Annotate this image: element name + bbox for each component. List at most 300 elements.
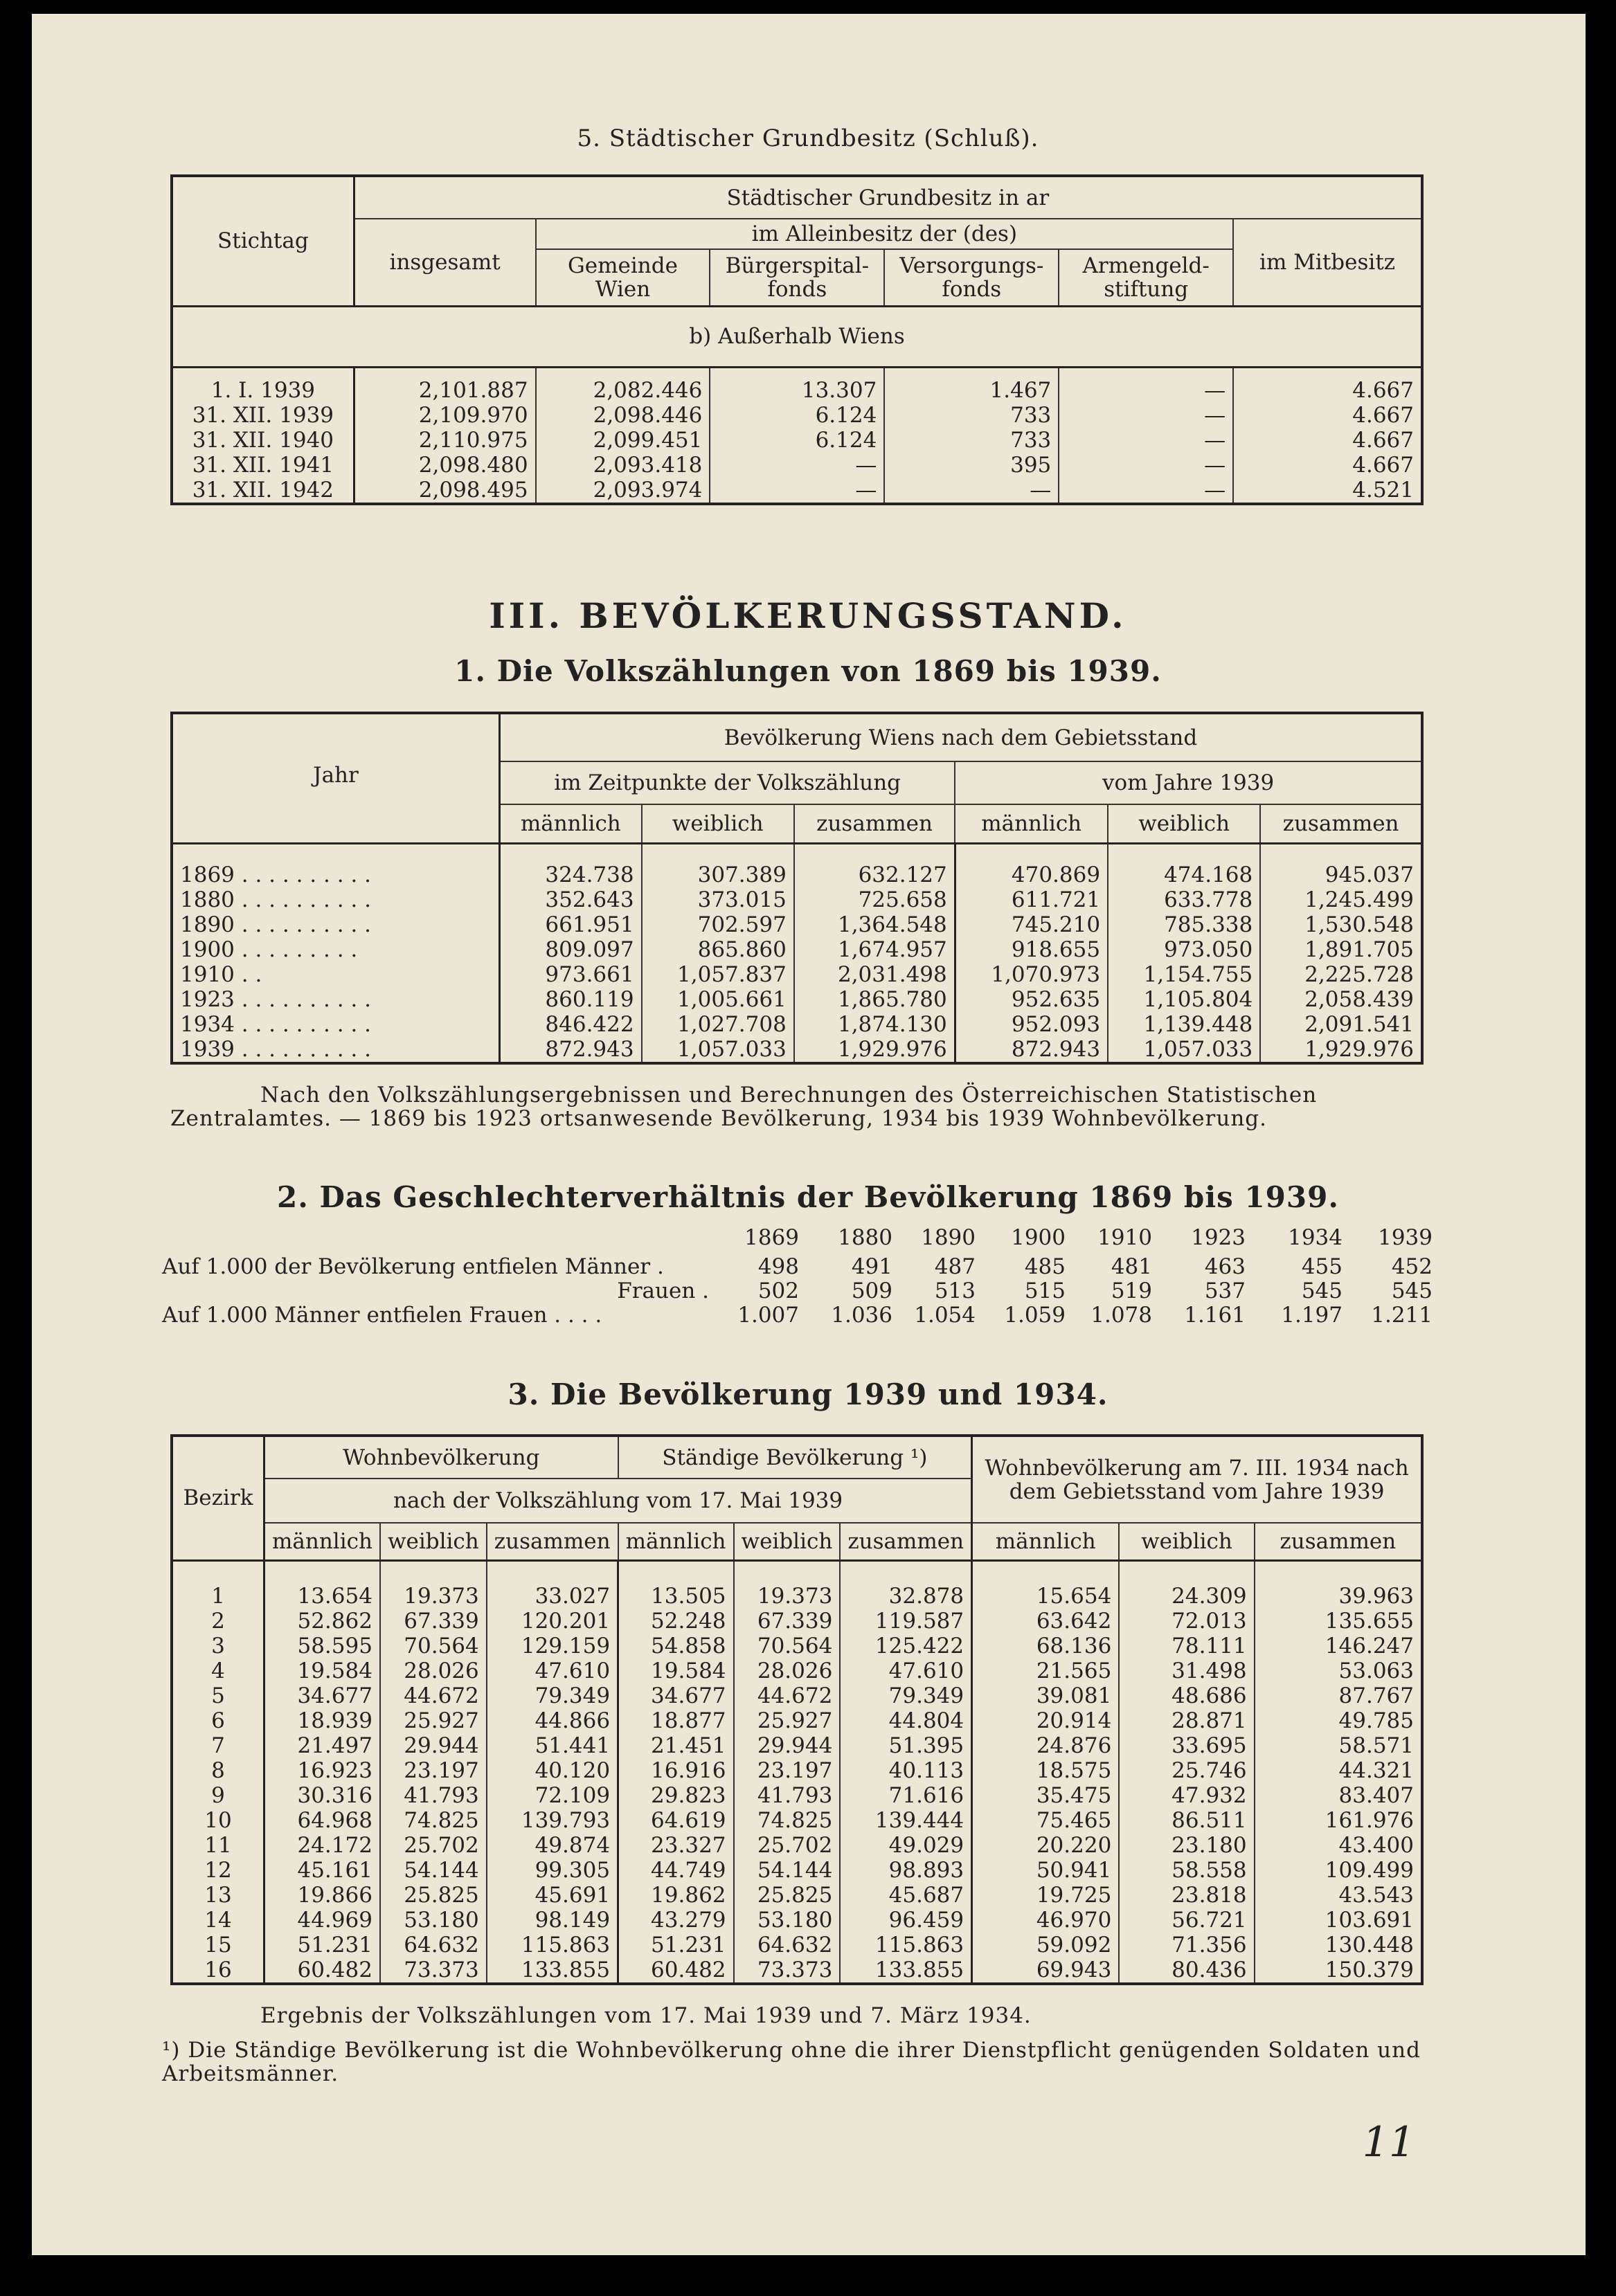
t3-head-wohn: Wohnbevölkerung: [264, 1436, 618, 1479]
table-row: [172, 367, 1422, 403]
table-cell: 395: [884, 453, 1059, 478]
table-row: [172, 1683, 1422, 1708]
table5: [170, 174, 1424, 505]
table-cell: 47.610: [840, 1658, 971, 1683]
table-cell: 865.860: [642, 937, 794, 962]
table-cell: 4.521: [1352, 477, 1414, 503]
table-cell: 133.855: [487, 1958, 618, 1984]
ratio-value: 463: [1204, 1254, 1246, 1279]
table-cell: 31. XII. 1940: [172, 428, 354, 453]
table-cell: 98.149: [487, 1908, 618, 1933]
ratio-value: 485: [1024, 1254, 1066, 1279]
ratio-value: 1.007: [737, 1303, 799, 1328]
table-cell: 952.093: [955, 1012, 1108, 1037]
table-row: [172, 428, 1422, 453]
table-cell: 611.721: [955, 887, 1108, 912]
table-cell: 54.144: [380, 1858, 487, 1883]
table-cell: 25.927: [380, 1708, 487, 1733]
table-cell: 474.168: [1108, 843, 1260, 887]
table-cell: 51.395: [840, 1733, 971, 1758]
table-cell: 1923 . . . . . . . . . .: [172, 987, 500, 1012]
table-cell: 13.307: [710, 367, 884, 403]
table-cell: 130.448: [1325, 1932, 1414, 1958]
table-cell: 70.564: [380, 1634, 487, 1658]
table-cell: 18.575: [972, 1758, 1120, 1783]
table-row: [172, 453, 1422, 478]
table-cell: 31. XII. 1941: [172, 453, 354, 478]
t3-head-w2: weiblich: [734, 1523, 841, 1560]
table-cell: 25.746: [1119, 1758, 1254, 1783]
table-cell: 28.871: [1119, 1708, 1254, 1733]
table-cell: 1869 . . . . . . . . . .: [172, 843, 500, 887]
table-cell: 44.672: [380, 1683, 487, 1708]
table-cell: 115.863: [487, 1933, 618, 1958]
table-cell: 51.441: [487, 1733, 618, 1758]
table-cell: 19.373: [380, 1560, 487, 1609]
table-cell: 64.968: [264, 1808, 380, 1833]
table-cell: 29.944: [380, 1733, 487, 1758]
table-cell: 19.866: [264, 1883, 380, 1908]
table-row: [172, 1783, 1422, 1808]
ratio-value: 487: [934, 1254, 976, 1279]
table-cell: 25.702: [734, 1833, 841, 1858]
table-cell: 23.818: [1119, 1883, 1254, 1908]
table-cell: 1,057.033: [1108, 1037, 1260, 1063]
table-cell: 6: [172, 1708, 264, 1733]
table3: [170, 1434, 1424, 1985]
t2-row-frauen: [162, 1278, 1433, 1303]
table-cell: 20.914: [972, 1708, 1120, 1733]
table-cell: 68.136: [972, 1634, 1120, 1658]
t3-head-w1: weiblich: [380, 1523, 487, 1560]
t2-row-ratio: [162, 1303, 1433, 1328]
table-cell: 43.279: [618, 1908, 734, 1933]
table-cell: 74.825: [734, 1808, 841, 1833]
table-cell: 51.231: [264, 1933, 380, 1958]
table-cell: 21.565: [972, 1658, 1120, 1683]
table-cell: 918.655: [955, 937, 1108, 962]
t1-head-m1: männlich: [500, 804, 642, 843]
ratio-value: 1.054: [914, 1303, 976, 1328]
table-cell: 373.015: [642, 887, 794, 912]
t1-head-main: Bevölkerung Wiens nach dem Gebietsstand: [500, 713, 1423, 761]
table-cell: 83.407: [1338, 1782, 1414, 1808]
table-cell: 119.587: [840, 1609, 971, 1634]
table-cell: 19.584: [264, 1658, 380, 1683]
table-cell: 725.658: [794, 887, 955, 912]
table-row: [172, 1883, 1422, 1908]
ratio-value: 509: [851, 1278, 892, 1303]
table-cell: 470.869: [955, 843, 1108, 887]
ratio-value: 1910: [1097, 1225, 1152, 1250]
table-cell: 49.029: [840, 1833, 971, 1858]
table-row: [172, 1560, 1422, 1609]
table-cell: 16.916: [618, 1758, 734, 1783]
table-cell: 633.778: [1108, 887, 1260, 912]
table-cell: 125.422: [840, 1634, 971, 1658]
table-cell: 40.113: [840, 1758, 971, 1783]
table-cell: 13.654: [264, 1560, 380, 1609]
table-cell: 1934 . . . . . . . . . .: [172, 1012, 500, 1037]
ratio-value: 1.078: [1090, 1303, 1152, 1328]
table-cell: 1,929.976: [1304, 1036, 1414, 1062]
table-cell: 18.939: [264, 1708, 380, 1733]
table-cell: 44.749: [618, 1858, 734, 1883]
table-cell: 53.063: [1338, 1658, 1414, 1683]
table-cell: 74.825: [380, 1808, 487, 1833]
table-cell: 46.970: [972, 1908, 1120, 1933]
t1-head-z2: zusammen: [1282, 811, 1399, 836]
table-row: [172, 1634, 1422, 1658]
table-cell: 53.180: [734, 1908, 841, 1933]
table-cell: 54.858: [618, 1634, 734, 1658]
table-cell: 1890 . . . . . . . . . .: [172, 912, 500, 937]
table-cell: 24.309: [1119, 1560, 1254, 1609]
table-cell: 59.092: [972, 1933, 1120, 1958]
table-cell: 58.558: [1119, 1858, 1254, 1883]
t5-head-stichtag: Stichtag: [172, 176, 354, 306]
table-cell: 31. XII. 1939: [172, 403, 354, 428]
table-cell: 28.026: [734, 1658, 841, 1683]
table-cell: 64.619: [618, 1808, 734, 1833]
table-cell: 115.863: [840, 1933, 971, 1958]
table-row: [172, 1833, 1422, 1858]
table-cell: 12: [172, 1858, 264, 1883]
table-cell: 1,865.780: [794, 987, 955, 1012]
table-cell: 72.013: [1119, 1609, 1254, 1634]
ratio-value: 1880: [838, 1225, 892, 1250]
t3-body: [172, 1560, 1422, 1984]
table-row: [172, 1758, 1422, 1783]
ratio-value: 1.161: [1184, 1303, 1246, 1328]
table-cell: 73.373: [734, 1958, 841, 1984]
table-cell: 60.482: [264, 1958, 380, 1984]
table-cell: 33.695: [1119, 1733, 1254, 1758]
table-cell: 324.738: [500, 843, 642, 887]
table-cell: 5: [172, 1683, 264, 1708]
table-cell: 4.667: [1352, 377, 1414, 403]
table-cell: 73.373: [380, 1958, 487, 1984]
table-cell: 120.201: [487, 1609, 618, 1634]
ratio-value: 1934: [1288, 1225, 1343, 1250]
table-cell: 75.465: [972, 1808, 1120, 1833]
table-cell: 54.144: [734, 1858, 841, 1883]
t5-head-versorgung: Versorgungs-fonds: [884, 249, 1059, 306]
t5-head-gemeinde: Gemeinde Wien: [536, 249, 710, 306]
table-row: [172, 403, 1422, 428]
table-cell: 1,530.548: [1304, 912, 1414, 937]
table-cell: 19.862: [618, 1883, 734, 1908]
t3-head-nach: nach der Volkszählung vom 17. Mai 1939: [264, 1479, 972, 1523]
table-cell: 47.610: [487, 1658, 618, 1683]
table-row: [172, 1733, 1422, 1758]
table-cell: 1,139.448: [1108, 1012, 1260, 1037]
t3-head-z3: zusammen: [1280, 1528, 1397, 1554]
table-cell: 34.677: [618, 1683, 734, 1708]
t1-body: [172, 843, 1422, 1063]
table1-title: 1. Die Volkszählungen von 1869 bis 1939.: [454, 654, 1162, 688]
table-row: [172, 1858, 1422, 1883]
table-cell: 6.124: [710, 428, 884, 453]
table-cell: 25.825: [380, 1883, 487, 1908]
table3-title: 3. Die Bevölkerung 1939 und 1934.: [508, 1377, 1108, 1411]
table-cell: 860.119: [500, 987, 642, 1012]
table-cell: —: [710, 478, 884, 504]
t5-head-main: Städtischer Grundbesitz in ar: [354, 176, 1422, 219]
ratio-value: 481: [1111, 1254, 1152, 1279]
table-cell: 58.595: [264, 1634, 380, 1658]
table-cell: 2,101.887: [354, 367, 535, 403]
table-cell: —: [1059, 478, 1233, 504]
table-cell: 18.877: [618, 1708, 734, 1733]
table-cell: 78.111: [1119, 1634, 1254, 1658]
ratio-value: 502: [757, 1278, 799, 1303]
table-row: [172, 1658, 1422, 1683]
table-cell: 1880 . . . . . . . . . .: [172, 887, 500, 912]
table-cell: 56.721: [1119, 1908, 1254, 1933]
table-cell: 2,098.495: [354, 478, 535, 504]
table-cell: 3: [172, 1634, 264, 1658]
table-cell: 139.444: [840, 1808, 971, 1833]
table-cell: 19.584: [618, 1658, 734, 1683]
table-row: [172, 937, 1422, 962]
table-cell: 4.667: [1352, 402, 1414, 428]
table-cell: 785.338: [1108, 912, 1260, 937]
table-cell: 1939 . . . . . . . . . .: [172, 1037, 500, 1063]
table-cell: 41.793: [734, 1783, 841, 1808]
table-cell: 14: [172, 1908, 264, 1933]
t5-body: [172, 367, 1422, 504]
ratio-label: Auf 1.000 Männer entfielen Frauen . . . .: [162, 1303, 602, 1328]
table-cell: 2,093.974: [536, 478, 710, 504]
ratio-value: 1.197: [1281, 1303, 1343, 1328]
table-cell: 4.667: [1352, 427, 1414, 453]
ratio-value: 515: [1024, 1278, 1066, 1303]
table-row: [172, 1609, 1422, 1634]
ratio-value: 1939: [1378, 1225, 1433, 1250]
table-row: [172, 987, 1422, 1012]
table-cell: 1,364.548: [794, 912, 955, 937]
table-cell: 33.027: [487, 1560, 618, 1609]
table-cell: 71.616: [840, 1783, 971, 1808]
table-cell: 16: [172, 1958, 264, 1984]
t1-head-z1: zusammen: [794, 804, 955, 843]
table-cell: 872.943: [955, 1037, 1108, 1063]
table-cell: 31. XII. 1942: [172, 478, 354, 504]
t3-head-bezirk: Bezirk: [172, 1436, 264, 1560]
ratio-value: 513: [934, 1278, 976, 1303]
table-cell: 43.543: [1338, 1882, 1414, 1908]
table-cell: 135.655: [1325, 1608, 1414, 1634]
table-cell: 41.793: [380, 1783, 487, 1808]
table-cell: 21.451: [618, 1733, 734, 1758]
t5-head-mitbesitz: im Mitbesitz: [1259, 249, 1396, 275]
table-cell: 9: [172, 1783, 264, 1808]
ratio-value: 1.211: [1371, 1303, 1433, 1328]
ratio-value: 545: [1301, 1278, 1343, 1303]
table-cell: 58.571: [1338, 1733, 1414, 1758]
ratio-value: 1.059: [1004, 1303, 1066, 1328]
table-cell: 64.632: [734, 1933, 841, 1958]
table-cell: 1,929.976: [794, 1037, 955, 1063]
table-cell: 53.180: [380, 1908, 487, 1933]
table3-note2: ¹) Die Ständige Bevölkerung ist die Wohnbevölkerung ohne die ihrer Dienstpflicht genügenden Soldaten und Arbeitsmänner.: [162, 2038, 1421, 2086]
table-cell: 34.677: [264, 1683, 380, 1708]
table-cell: 96.459: [840, 1908, 971, 1933]
table-row: [172, 478, 1422, 504]
table-cell: 45.161: [264, 1858, 380, 1883]
table-cell: 45.687: [840, 1883, 971, 1908]
table-cell: 32.878: [840, 1560, 971, 1609]
table-cell: 19.373: [734, 1560, 841, 1609]
table-cell: 1,057.033: [642, 1037, 794, 1063]
table-cell: 139.793: [487, 1808, 618, 1833]
table-cell: 13.505: [618, 1560, 734, 1609]
ratio-value: 1900: [1011, 1225, 1066, 1250]
table-cell: 1.467: [884, 367, 1059, 403]
table-cell: 87.767: [1338, 1683, 1414, 1708]
table-cell: 21.497: [264, 1733, 380, 1758]
table-cell: 45.691: [487, 1883, 618, 1908]
table-cell: —: [710, 453, 884, 478]
table-cell: 98.893: [840, 1858, 971, 1883]
table-cell: 25.825: [734, 1883, 841, 1908]
table-cell: 1,057.837: [642, 962, 794, 987]
table-row: [172, 887, 1422, 912]
ratio-value: 455: [1301, 1254, 1343, 1279]
table-cell: 2,098.480: [354, 453, 535, 478]
table-cell: 29.823: [618, 1783, 734, 1808]
table-cell: 1,070.973: [955, 962, 1108, 987]
table-cell: 1,005.661: [642, 987, 794, 1012]
t5-head-armen: Armengeld-stiftung: [1059, 249, 1233, 306]
t3-head-z1: zusammen: [487, 1523, 618, 1560]
table-cell: 109.499: [1325, 1857, 1414, 1883]
ratio-value: 1923: [1191, 1225, 1246, 1250]
table-cell: 23.327: [618, 1833, 734, 1858]
table-cell: 1,874.130: [794, 1012, 955, 1037]
table-cell: 2,109.970: [354, 403, 535, 428]
table-cell: 2,225.728: [1304, 961, 1414, 987]
t5-head-buerger: Bürgerspital-fonds: [710, 249, 884, 306]
table-cell: 973.661: [500, 962, 642, 987]
table-cell: 40.120: [487, 1758, 618, 1783]
ratio-value: 1.036: [831, 1303, 892, 1328]
table-cell: 4.667: [1352, 452, 1414, 478]
table-cell: 24.172: [264, 1833, 380, 1858]
table-cell: 51.231: [618, 1933, 734, 1958]
table-cell: 29.944: [734, 1733, 841, 1758]
table1: [170, 712, 1424, 1065]
table-cell: 809.097: [500, 937, 642, 962]
table-row: [172, 843, 1422, 887]
table-cell: 1900 . . . . . . . . .: [172, 937, 500, 962]
table3-note1: Ergebnis der Volkszählungen vom 17. Mai 1939 und 7. März 1934.: [260, 2003, 1032, 2028]
table-row: [172, 1933, 1422, 1958]
table-cell: 4: [172, 1658, 264, 1683]
ratio-value: 491: [851, 1254, 892, 1279]
table-cell: 49.874: [487, 1833, 618, 1858]
table-cell: 133.855: [840, 1958, 971, 1984]
table-cell: 1,674.957: [794, 937, 955, 962]
table-cell: 50.941: [972, 1858, 1120, 1883]
table-cell: 70.564: [734, 1634, 841, 1658]
table-cell: 150.379: [1325, 1957, 1414, 1982]
table-row: [172, 1708, 1422, 1733]
table-cell: 945.037: [1325, 862, 1414, 887]
table-cell: 24.876: [972, 1733, 1120, 1758]
t2-row-maenner: [162, 1254, 1433, 1279]
table-cell: 661.951: [500, 912, 642, 937]
table-cell: 1,027.708: [642, 1012, 794, 1037]
table-cell: 161.976: [1325, 1807, 1414, 1833]
ratio-value: 498: [757, 1254, 799, 1279]
table-cell: 13: [172, 1883, 264, 1908]
table-row: [172, 1012, 1422, 1037]
table-cell: 103.691: [1325, 1907, 1414, 1933]
table-cell: 60.482: [618, 1958, 734, 1984]
table-cell: 7: [172, 1733, 264, 1758]
table-cell: —: [1059, 403, 1233, 428]
ratio-label: Auf 1.000 der Bevölkerung entfielen Männer .: [162, 1254, 664, 1279]
ratio-label: Frauen .: [617, 1278, 709, 1303]
t3-head-m2: männlich: [618, 1523, 734, 1560]
t3-head-m3: männlich: [972, 1523, 1120, 1560]
table-cell: —: [1059, 453, 1233, 478]
table-cell: 67.339: [380, 1609, 487, 1634]
t5-head-insgesamt: insgesamt: [354, 219, 535, 306]
table-cell: 846.422: [500, 1012, 642, 1037]
table-cell: 48.686: [1119, 1683, 1254, 1708]
table1-note: Nach den Volkszählungsergebnissen und Berechnungen des Österreichischen Statistischen Zentralamtes. — 1869 bis 1923 ortsanwesende Bevölkerung, 1934 bis 1939 Wohnbevölkerung.: [170, 1083, 1318, 1131]
table-cell: 64.632: [380, 1933, 487, 1958]
table-cell: 28.026: [380, 1658, 487, 1683]
table-cell: 129.159: [487, 1634, 618, 1658]
table-cell: 25.702: [380, 1833, 487, 1858]
table5-caption: 5. Städtischer Grundbesitz (Schluß).: [577, 125, 1039, 152]
table-cell: 39.963: [1338, 1583, 1414, 1609]
t5-section-label: b) Außerhalb Wiens: [689, 324, 905, 349]
table-cell: 1,245.499: [1304, 887, 1414, 912]
t1-head-m2: männlich: [955, 804, 1108, 843]
table-cell: 44.804: [840, 1708, 971, 1733]
table-cell: 23.197: [734, 1758, 841, 1783]
t1-head-zeitpunkt: im Zeitpunkte der Volkszählung: [500, 761, 955, 804]
table-row: [172, 1958, 1422, 1984]
table-cell: —: [884, 478, 1059, 504]
t3-head-wohn34: Wohnbevölkerung am 7. III. 1934 nach dem Gebietsstand vom Jahre 1939: [972, 1436, 1422, 1523]
table-cell: 1,154.755: [1108, 962, 1260, 987]
table-cell: 307.389: [642, 843, 794, 887]
table-cell: 31.498: [1119, 1658, 1254, 1683]
table-cell: 72.109: [487, 1783, 618, 1808]
table-cell: 44.672: [734, 1683, 841, 1708]
table-row: [172, 1908, 1422, 1933]
table-cell: 6.124: [710, 403, 884, 428]
table-cell: 733: [884, 403, 1059, 428]
table-cell: 86.511: [1119, 1808, 1254, 1833]
table-cell: 15: [172, 1933, 264, 1958]
table-row: [172, 1037, 1422, 1063]
table-cell: 23.180: [1119, 1833, 1254, 1858]
table-row: [172, 912, 1422, 937]
t1-head-1939: vom Jahre 1939: [955, 761, 1422, 804]
table-cell: 71.356: [1119, 1933, 1254, 1958]
table-cell: 16.923: [264, 1758, 380, 1783]
table-cell: 872.943: [500, 1037, 642, 1063]
table-cell: 2,031.498: [794, 962, 955, 987]
t3-head-w3: weiblich: [1119, 1523, 1254, 1560]
